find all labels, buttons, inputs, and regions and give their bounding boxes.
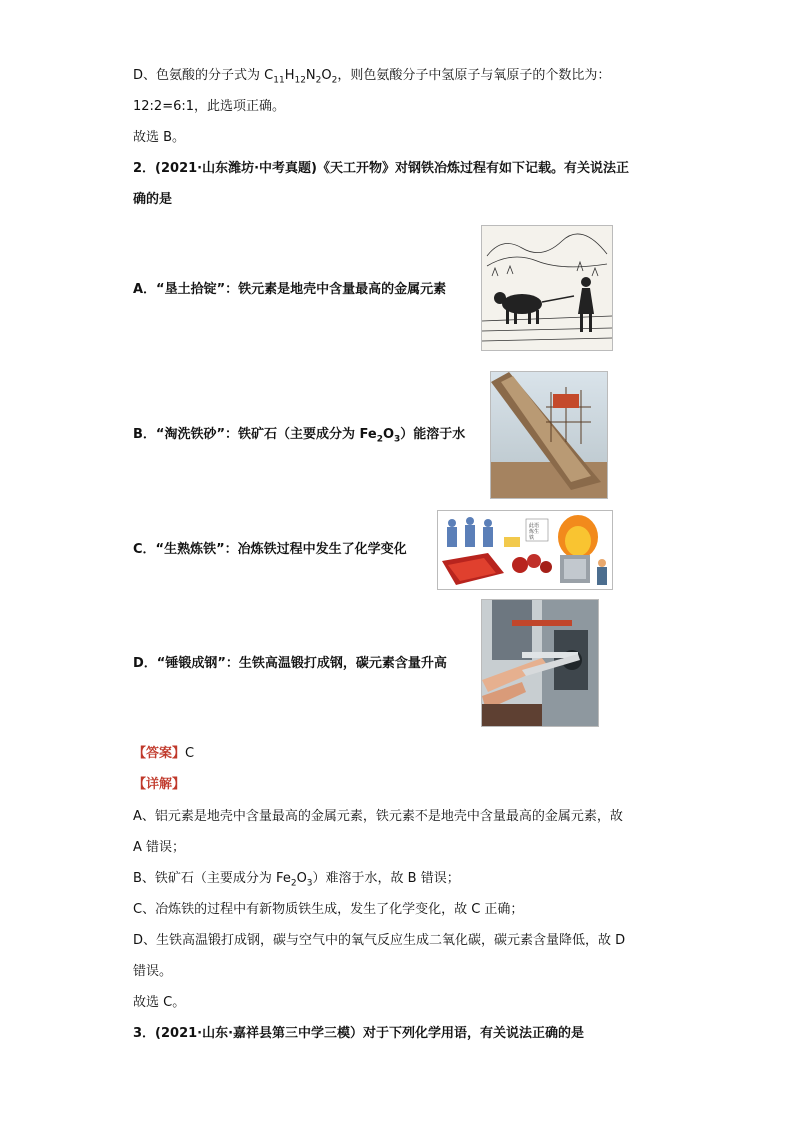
figure-c-label-line3: 铁	[529, 535, 535, 541]
answer-tag: 【答案】	[133, 746, 186, 761]
answer-line	[133, 745, 194, 763]
figure-smelting-illustration	[437, 510, 613, 590]
sluice-photo	[491, 372, 607, 498]
detail-tag: 【详解】	[133, 777, 186, 792]
figure-forging-photo	[481, 599, 599, 727]
detail-conclusion: 故选 C。	[133, 995, 186, 1010]
smelting-illustration	[438, 511, 612, 589]
detail-d-line2: 错误。	[133, 964, 173, 979]
detail-a-line1: A、铝元素是地壳中含量最高的金属元素，铁元素不是地壳中含量最高的金属元素，故	[133, 809, 623, 824]
figure-plowing-woodcut	[481, 225, 613, 351]
q2-option-b: B．“淘洗铁砂”：铁矿石（主要成分为 $Fe_2O_3$）能溶于水	[133, 427, 466, 445]
woodcut-illustration	[482, 226, 612, 350]
q2-option-d: D．“锤锻成钢”：生铁高温锻打成钢，碳元素含量升高	[133, 656, 447, 671]
detail-a-line2: A 错误；	[133, 840, 186, 855]
q2-option-c: C．“生熟炼铁”：冶炼铁过程中发生了化学变化	[133, 542, 407, 557]
figure-c-label-line2: 炼生	[529, 529, 540, 535]
prev-conclusion: 故选 B。	[133, 130, 186, 145]
answer-value: C	[185, 746, 195, 761]
detail-d-line1: D、生铁高温锻打成钢，碳与空气中的氧气反应生成二氧化碳，碳元素含量降低，故 D	[133, 933, 626, 948]
figure-c-label-line1: 此语	[529, 523, 540, 529]
figure-washing-sluice-photo	[490, 371, 608, 499]
prev-option-d-line2: 12:2=6:1，此选项正确。	[133, 99, 286, 114]
detail-c: C、冶炼铁的过程中有新物质铁生成，发生了化学变化，故 C 正确；	[133, 902, 524, 917]
q2-stem-line1: 2．(2021·山东潍坊·中考真题)《天工开物》对钢铁冶炼过程有如下记载。有关说法正	[133, 161, 629, 176]
q3-stem-line1: 3．(2021·山东·嘉祥县第三中学三模）对于下列化学用语，有关说法正确的是	[133, 1026, 585, 1041]
detail-b: B、铁矿石（主要成分为 $Fe_2O_3$）难溶于水，故 B 错误；	[133, 871, 460, 889]
q2-option-a: A．“垦土拾锭”：铁元素是地壳中含量最高的金属元素	[133, 282, 447, 297]
prev-option-d-line1: D、色氨酸的分子式为 $C_{11}H_{12}N_2O_2$，则色氨酸分子中氢原子与氧原子的个数比为：	[133, 68, 611, 86]
q2-stem-line2: 确的是	[133, 192, 173, 207]
forging-photo	[482, 600, 598, 726]
